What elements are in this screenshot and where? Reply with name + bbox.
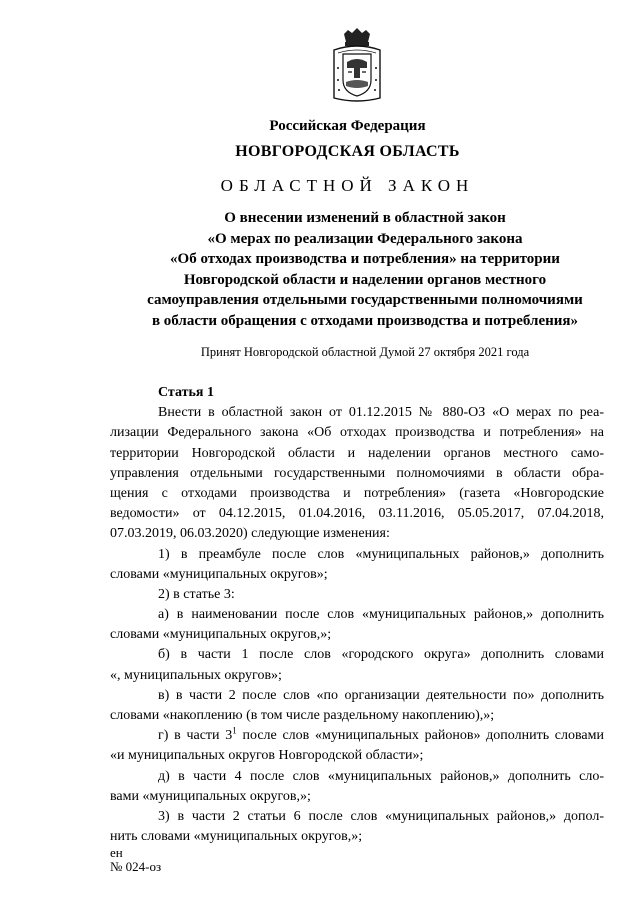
body-line: словами «накоплению (в том числе раздельному накоплению),»; [110, 708, 495, 723]
body-line: Внести в областной закон от 01.12.2015 № 880-ОЗ «О мерах по реа- [158, 405, 604, 421]
body-line: лизации Федерального закона «Об отходах производства и потребления» на [110, 425, 604, 441]
document-type-heading: ОБЛАСТНОЙ ЗАКОН [220, 176, 475, 195]
body-line-text: после слов «муниципальных районов» дополнить словами [236, 728, 604, 744]
body-line: 1) в преамбуле после слов «муниципальных районов,» дополнить [158, 546, 604, 562]
article-heading: Статья 1 [158, 385, 214, 400]
country-heading: Российская Федерация [269, 118, 426, 134]
footer-initials: ен [110, 845, 123, 860]
coat-of-arms-emblem [330, 28, 384, 106]
body-line: управления отдельными государственными полномочиями в области обра- [110, 465, 604, 481]
law-title [110, 208, 620, 331]
body-line: нить словами «муниципальных округов,»; [110, 829, 363, 845]
body-line [110, 726, 604, 746]
region-heading: НОВГОРОДСКАЯ ОБЛАСТЬ [235, 143, 460, 160]
law-body [110, 383, 604, 847]
body-line-text: г) в части 3 [158, 728, 233, 744]
title-line: «О мерах по реализации Федерального закона [207, 230, 523, 247]
body-line: щения с отходами производства и потребления» (газета «Новгородские [110, 485, 604, 501]
body-line: 3) в части 2 статьи 6 после слов «муниципальных районов,» допол- [158, 808, 604, 824]
body-line: словами «муниципальных округов»; [110, 566, 328, 582]
title-line: в области обращения с отходами производства и потребления» [151, 312, 579, 329]
body-line: словами «муниципальных округов,»; [110, 627, 332, 643]
title-line: «Об отходах производства и потребления» на территории [170, 251, 560, 267]
body-line: б) в части 1 после слов «городского округа» дополнить словами [158, 647, 604, 663]
body-line: территории Новгородской области и наделении органов местного само- [110, 445, 604, 461]
title-line: самоуправления отдельными государственными полномочиями [147, 292, 583, 308]
document-footer [110, 846, 161, 874]
body-line: а) в наименовании после слов «муниципальных районов,» дополнить [158, 607, 604, 623]
body-line: 2) в статье 3: [158, 586, 235, 602]
adoption-note: Принят Новгородской областной Думой 27 октября 2021 года [200, 345, 530, 359]
body-line: вами «муниципальных округов,»; [110, 788, 311, 804]
footer-number: № 024-оз [110, 859, 162, 874]
body-line: «, муниципальных округов»; [110, 667, 282, 683]
body-line: «и муниципальных округов Новгородской области»; [110, 748, 424, 764]
title-line: Новгородской области и наделении органов местного [183, 271, 547, 288]
superscript-number: 1 [232, 725, 237, 736]
body-line: 07.03.2019, 06.03.2020) следующие изменения: [110, 526, 390, 542]
body-line: ведомости» от 04.12.2015, 01.04.2016, 03.11.2016, 05.05.2017, 07.04.2018, [110, 506, 604, 522]
body-line: в) в части 2 после слов «по организации деятельности по» дополнить [158, 687, 604, 703]
body-line: д) в части 4 после слов «муниципальных районов,» дополнить сло- [158, 768, 604, 784]
title-line: О внесении изменений в областной закон [224, 210, 506, 226]
